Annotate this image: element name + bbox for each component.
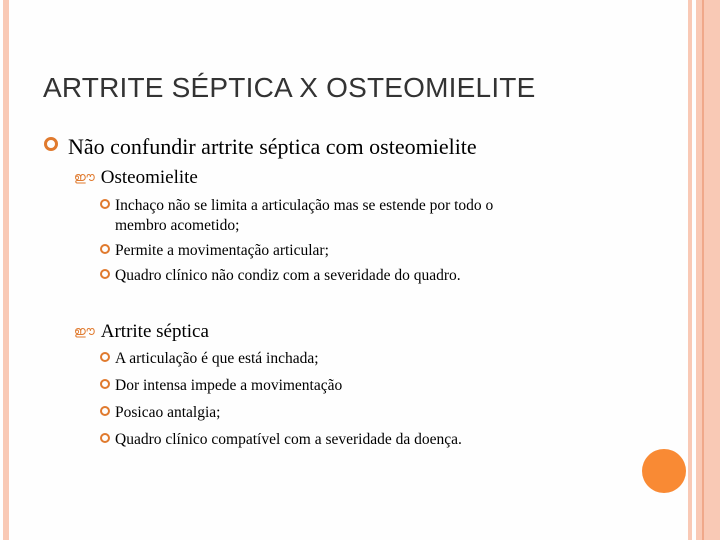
- slide-title: ARTRITE SÉPTICA X OSTEOMIELITE: [43, 72, 536, 103]
- main-bullet: [44, 134, 477, 160]
- list-item: [100, 349, 570, 369]
- bullet-icon: [100, 379, 110, 389]
- subheading-text: Osteomielite: [100, 167, 198, 188]
- subheading-artrite: [74, 321, 209, 343]
- right-stripe-line: [702, 0, 704, 540]
- bullet-icon: [100, 433, 110, 443]
- subheading-text: Artrite séptica: [100, 321, 209, 342]
- bullet-icon: ഈ: [74, 170, 95, 184]
- osteomielite-list: [100, 196, 570, 286]
- bullet-icon: [100, 199, 110, 209]
- bullet-icon: [100, 406, 110, 416]
- bullet-icon: [44, 137, 58, 151]
- list-item-text: Permite a movimentação articular;: [115, 242, 329, 259]
- bullet-icon: [100, 352, 110, 362]
- bullet-icon: ഈ: [74, 324, 95, 338]
- list-item: [100, 430, 570, 450]
- bullet-icon: [100, 269, 110, 279]
- list-item-cont: membro acometido;: [115, 217, 240, 234]
- artrite-list: [100, 349, 570, 450]
- right-stripe-band: [696, 0, 720, 540]
- list-item-text: Quadro clínico não condiz com a severidade do quadro.: [115, 267, 461, 284]
- bullet-icon: [100, 244, 110, 254]
- list-item: [100, 196, 570, 216]
- list-item: [100, 403, 570, 423]
- main-bullet-text: Não confundir artrite séptica com osteomielite: [68, 134, 477, 159]
- list-item: [100, 241, 570, 261]
- list-item: [100, 266, 570, 286]
- list-item: [100, 376, 570, 396]
- list-item-text: Quadro clínico compatível com a severidade da doença.: [115, 431, 462, 448]
- list-item-text: Posicao antalgia;: [115, 404, 221, 421]
- left-stripe: [3, 0, 9, 540]
- subheading-osteomielite: [74, 167, 198, 189]
- right-stripe-thin: [688, 0, 692, 540]
- decorative-circle: [642, 449, 686, 493]
- list-item-text: A articulação é que está inchada;: [115, 350, 319, 367]
- list-item-text: Inchaço não se limita a articulação mas se estende por todo o: [115, 197, 494, 214]
- list-item-text: Dor intensa impede a movimentação: [115, 377, 343, 394]
